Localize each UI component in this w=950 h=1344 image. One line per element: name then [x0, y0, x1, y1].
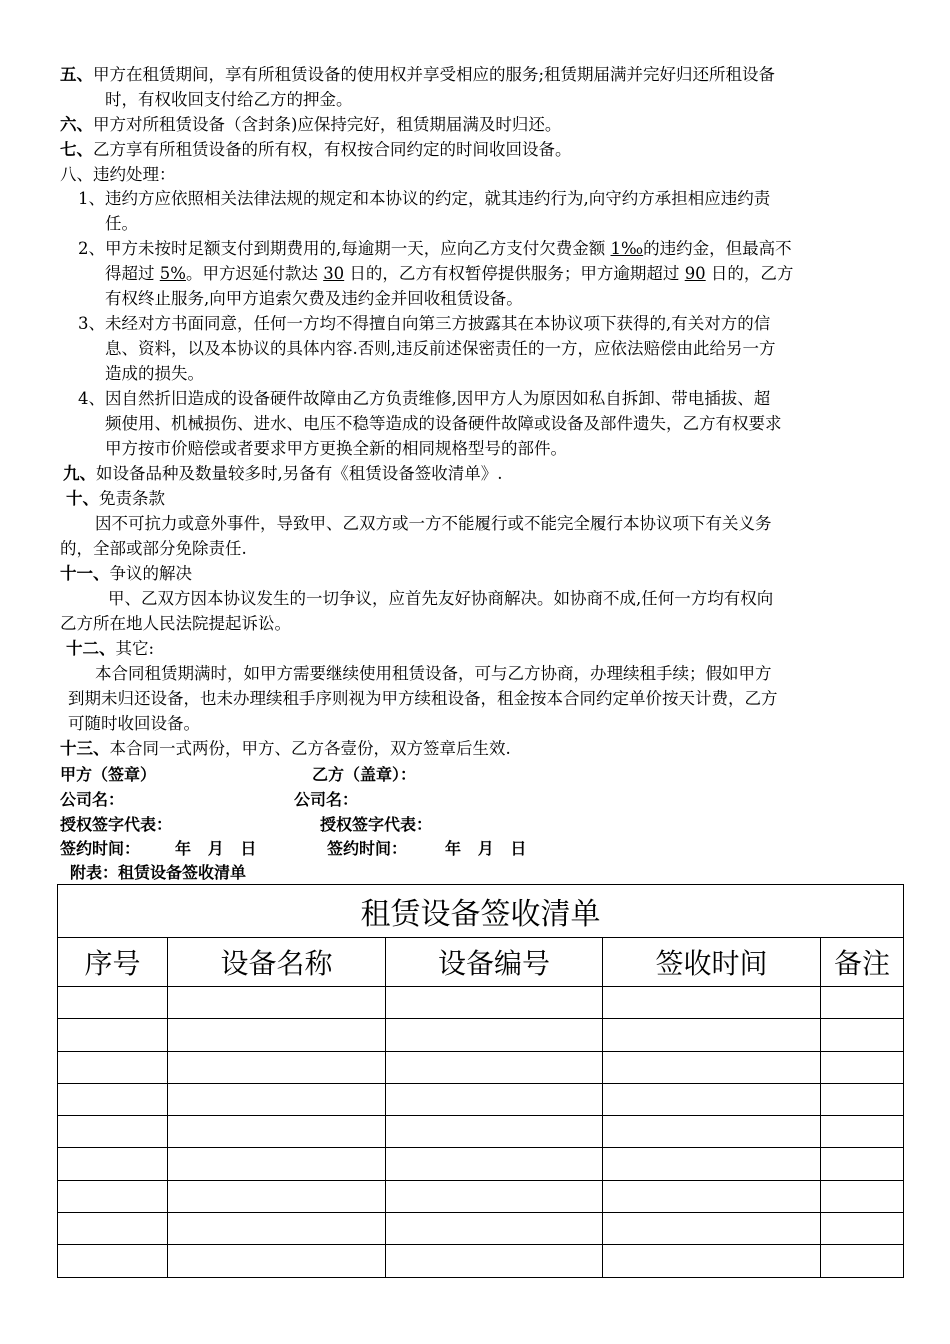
table-cell — [58, 1180, 168, 1212]
table-cell — [603, 1245, 821, 1277]
clause-13-text: 本合同一式两份，甲方、乙方各壹份，双方签章后生效. — [109, 739, 511, 758]
table-row — [58, 1116, 904, 1148]
clause-13 — [60, 736, 511, 761]
table-cell — [58, 1019, 168, 1051]
text-fragment: 日的，乙方有权暂停提供服务；甲方逾期超过 — [344, 264, 685, 283]
clause-8-4-line-3: 甲方按市价赔偿或者要求甲方更换全新的相同规格型号的部件。 — [105, 439, 567, 458]
clause-12-heading: 十二、 — [66, 639, 116, 658]
table-cell — [168, 987, 386, 1019]
clause-8-2-line-2 — [105, 261, 793, 286]
clause-8-4-line-2: 频使用、机械损伤、进水、电压不稳等造成的设备硬件故障或设备及部件遗失，乙方有权要求 — [105, 414, 782, 433]
table-cell — [58, 1083, 168, 1115]
col-header-remarks: 备注 — [821, 938, 904, 987]
clause-7 — [60, 137, 572, 162]
col-header-index: 序号 — [58, 938, 168, 987]
table-cell — [168, 1213, 386, 1245]
table-cell — [821, 1213, 904, 1245]
col-header-equipment-name: 设备名称 — [168, 938, 386, 987]
clause-8-2-line-3: 有权终止服务,向甲方追索欠费及违约金并回收租赁设备。 — [105, 289, 523, 308]
table-cell — [168, 1083, 386, 1115]
table-cell — [168, 1180, 386, 1212]
company-b-label: 公司名： — [294, 790, 359, 809]
table-row — [58, 987, 904, 1019]
table-row — [58, 1083, 904, 1115]
clause-8-2-line-1 — [78, 236, 792, 261]
table-cell — [168, 1148, 386, 1180]
clause-13-heading: 十三、 — [60, 739, 110, 758]
clause-10-line-1: 因不可抗力或意外事件，导致甲、乙双方或一方不能履行或不能完全履行本协议项下有关义务 — [95, 514, 772, 533]
table-cell — [821, 1083, 904, 1115]
text-fragment: 日的，乙方 — [705, 264, 794, 283]
company-a-label: 公司名： — [60, 790, 125, 809]
table-cell — [386, 1083, 603, 1115]
clause-5-text: 甲方在租赁期间，享有所租赁设备的使用权并享受相应的服务;租赁期届满并完好归还所租设备 — [93, 65, 776, 84]
table-cell — [168, 1051, 386, 1083]
clause-6-heading: 六、 — [60, 115, 93, 134]
table-cell — [386, 1116, 603, 1148]
clause-6 — [60, 112, 561, 137]
table-cell — [603, 987, 821, 1019]
clause-11-line-2: 乙方所在地人民法院提起诉讼。 — [60, 614, 291, 633]
clause-8-4-line-1: 4、因自然折旧造成的设备硬件故障由乙方负责维修,因甲方人为原因如私自拆卸、带电插拔、超 — [78, 389, 771, 408]
clause-10 — [66, 486, 165, 511]
clause-5-line-2: 时，有权收回支付给乙方的押金。 — [105, 90, 353, 109]
penalty-max: 5% — [159, 264, 186, 283]
clause-9-text: 如设备品种及数量较多时,另备有《租赁设备签收清单》. — [96, 464, 503, 483]
table-cell — [386, 987, 603, 1019]
clause-10-heading: 十、 — [66, 489, 99, 508]
clause-8-3-line-1: 3、未经对方书面同意，任何一方均不得擅自向第三方披露其在本协议项下获得的,有关对方的信 — [78, 314, 771, 333]
terminate-days: 90 — [684, 264, 706, 283]
text-fragment: 。甲方迟延付款达 — [185, 264, 324, 283]
date-b-ymd: 年 月 日 — [445, 839, 527, 858]
table-cell — [386, 1245, 603, 1277]
text-fragment: 2、甲方未按时足额支付到期费用的,每逾期一天，应向乙方支付欠费金额 — [78, 239, 611, 258]
table-row — [58, 1213, 904, 1245]
col-header-equipment-number: 设备编号 — [386, 938, 603, 987]
table-row — [58, 1180, 904, 1212]
clause-12-line-2: 到期未归还设备，也未办理续租手序则视为甲方续租设备，租金按本合同约定单价按天计费，乙方 — [68, 689, 778, 708]
clause-12-line-1: 本合同租赁期满时，如甲方需要继续使用租赁设备，可与乙方协商，办理续租手续；假如甲方 — [95, 664, 772, 683]
table-cell — [386, 1148, 603, 1180]
table-cell — [58, 1116, 168, 1148]
table-cell — [821, 1019, 904, 1051]
clause-8-1-line-2: 任。 — [105, 214, 138, 233]
table-cell — [821, 1245, 904, 1277]
table-cell — [821, 1148, 904, 1180]
table-cell — [386, 1051, 603, 1083]
clause-7-heading: 七、 — [60, 140, 93, 159]
table-cell — [168, 1116, 386, 1148]
table-cell — [821, 1051, 904, 1083]
table-cell — [603, 1213, 821, 1245]
party-b-seal-label: 乙方（盖章）： — [312, 765, 417, 784]
clause-8-1-line-1: 1、违约方应依照相关法律法规的规定和本协议的约定，就其违约行为,向守约方承担相应违约责 — [78, 189, 771, 208]
clause-6-text: 甲方对所租赁设备（含封条)应保持完好，租赁期届满及时归还。 — [93, 115, 562, 134]
clause-11-line-1: 甲、乙双方因本协议发生的一切争议，应首先友好协商解决。如协商不成,任何一方均有权向 — [108, 589, 774, 608]
table-cell — [386, 1019, 603, 1051]
clause-11 — [60, 561, 192, 586]
clause-9-heading: 九、 — [63, 464, 96, 483]
clause-8-3-line-3: 造成的损失。 — [105, 364, 204, 383]
table-cell — [386, 1180, 603, 1212]
penalty-rate: 1‰ — [610, 239, 644, 258]
clause-11-heading: 十一、 — [60, 564, 110, 583]
clause-12-text: 其它: — [115, 639, 155, 658]
table-cell — [603, 1148, 821, 1180]
rep-a-label: 授权签字代表： — [60, 815, 173, 834]
rep-b-label: 授权签字代表： — [320, 815, 433, 834]
suspend-days: 30 — [323, 264, 345, 283]
col-header-receipt-time: 签收时间 — [603, 938, 821, 987]
table-cell — [58, 1148, 168, 1180]
table-title: 租赁设备签收清单 — [58, 885, 904, 938]
table-cell — [58, 1051, 168, 1083]
date-a-label: 签约时间： — [60, 839, 141, 858]
date-a-ymd: 年 月 日 — [175, 839, 257, 858]
clause-5-heading: 五、 — [60, 65, 93, 84]
clause-5-line-1 — [60, 62, 775, 87]
clause-10-line-2: 的，全部或部分免除责任. — [60, 539, 247, 558]
table-cell — [603, 1083, 821, 1115]
clause-8-3-line-2: 息、资料，以及本协议的具体内容.否则,违反前述保密责任的一方，应依法赔偿由此给另一方 — [105, 339, 776, 358]
clause-12 — [66, 636, 154, 661]
table-cell — [603, 1180, 821, 1212]
text-fragment: 得超过 — [105, 264, 160, 283]
table-cell — [58, 1213, 168, 1245]
table-row — [58, 1051, 904, 1083]
date-b-label: 签约时间： — [327, 839, 408, 858]
table-row — [58, 1245, 904, 1277]
table-cell — [603, 1051, 821, 1083]
clause-9 — [63, 461, 503, 486]
table-cell — [821, 1116, 904, 1148]
table-cell — [386, 1213, 603, 1245]
table-cell — [58, 987, 168, 1019]
table-header-row — [58, 938, 904, 987]
table-cell — [58, 1245, 168, 1277]
appendix-label: 附表：租赁设备签收清单 — [70, 863, 247, 882]
table-cell — [168, 1019, 386, 1051]
clause-12-line-3: 可随时收回设备。 — [68, 714, 200, 733]
clause-7-text: 乙方享有所租赁设备的所有权，有权按合同约定的时间收回设备。 — [93, 140, 572, 159]
table-cell — [603, 1019, 821, 1051]
clause-8-heading: 八、违约处理： — [60, 165, 176, 184]
table-cell — [168, 1245, 386, 1277]
table-cell — [821, 1180, 904, 1212]
table-cell — [603, 1116, 821, 1148]
table-row — [58, 1148, 904, 1180]
table-cell — [821, 987, 904, 1019]
clause-10-text: 免责条款 — [99, 489, 165, 508]
clause-11-text: 争议的解决 — [109, 564, 192, 583]
equipment-receipt-table — [57, 884, 904, 1278]
table-row — [58, 1019, 904, 1051]
party-a-seal-label: 甲方（签章） — [60, 765, 157, 784]
text-fragment: 的违约金，但最高不 — [643, 239, 792, 258]
